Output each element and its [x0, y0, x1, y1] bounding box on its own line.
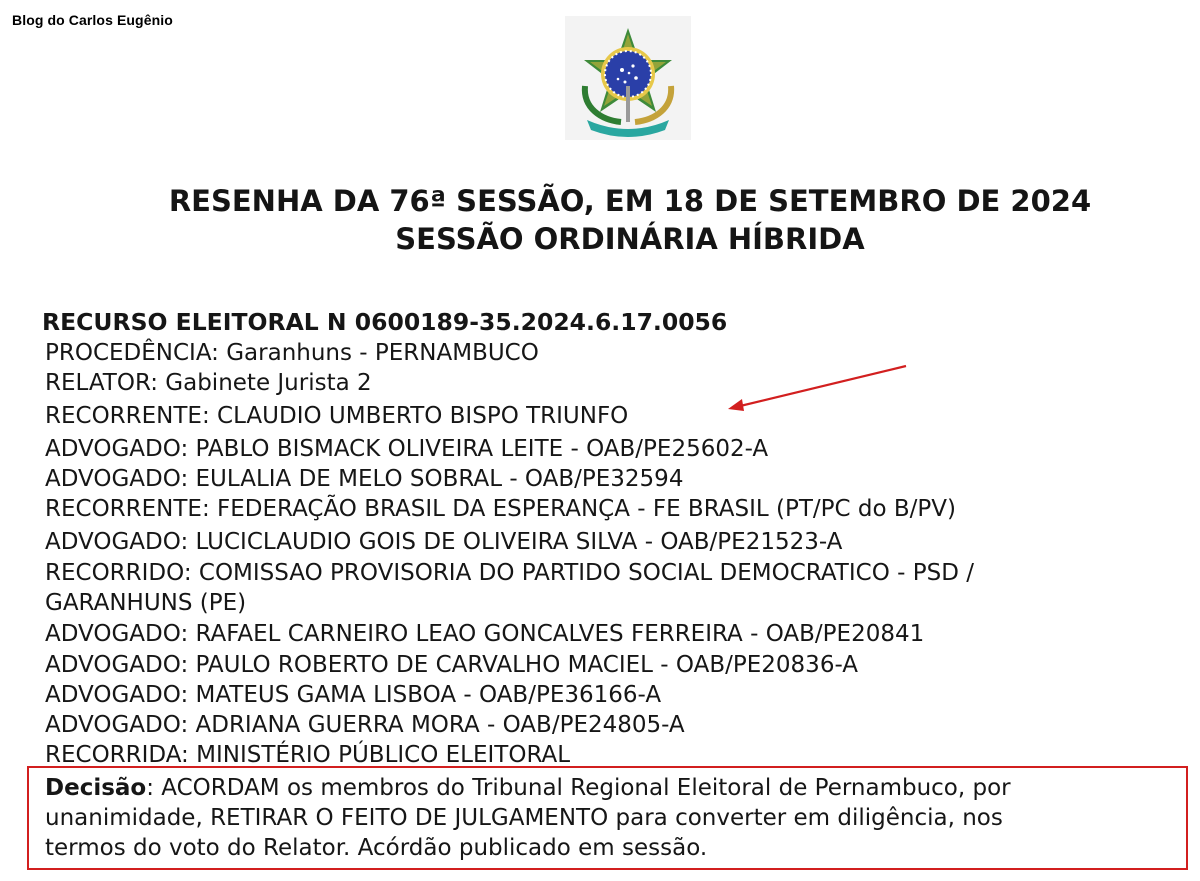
coat-of-arms-emblem — [565, 16, 691, 140]
session-subtitle: SESSÃO ORDINÁRIA HÍBRIDA — [395, 222, 865, 256]
case-line-advogado-2: ADVOGADO: EULALIA DE MELO SOBRAL - OAB/PE32594 — [45, 466, 684, 492]
case-line-recorrida: RECORRIDA: MINISTÉRIO PÚBLICO ELEITORAL — [45, 742, 571, 766]
red-arrow-annotation — [720, 360, 910, 415]
case-line-advogado-6: ADVOGADO: MATEUS GAMA LISBOA - OAB/PE36166-A — [45, 682, 662, 708]
case-number-heading: RECURSO ELEITORAL N 0600189-35.2024.6.17.0056 — [42, 308, 728, 336]
blog-watermark: Blog do Carlos Eugênio — [12, 12, 173, 28]
case-line-procedencia: PROCEDÊNCIA: Garanhuns - PERNAMBUCO — [45, 340, 539, 366]
case-line-advogado-5: ADVOGADO: PAULO ROBERTO DE CARVALHO MACIEL - OAB/PE20836-A — [45, 652, 858, 678]
case-line-recorrente-2: RECORRENTE: FEDERAÇÃO BRASIL DA ESPERANÇA - FE BRASIL (PT/PC do B/PV) — [45, 496, 956, 522]
case-line-advogado-7: ADVOGADO: ADRIANA GUERRA MORA - OAB/PE24805-A — [45, 712, 685, 738]
case-line-advogado-3: ADVOGADO: LUCICLAUDIO GOIS DE OLIVEIRA SILVA - OAB/PE21523-A — [45, 529, 843, 555]
session-title: RESENHA DA 76ª SESSÃO, EM 18 DE SETEMBRO DE 2024 — [168, 184, 1092, 218]
case-line-recorrente-1: RECORRENTE: CLAUDIO UMBERTO BISPO TRIUNFO — [45, 403, 629, 429]
decision-line-1 — [45, 773, 1011, 803]
case-line-advogado-1: ADVOGADO: PABLO BISMACK OLIVEIRA LEITE - OAB/PE25602-A — [45, 436, 769, 462]
case-line-recorrido-cont: GARANHUNS (PE) — [45, 590, 247, 616]
case-line-relator: RELATOR: Gabinete Jurista 2 — [45, 370, 372, 396]
decision-label: Decisão — [45, 775, 147, 801]
case-line-advogado-4: ADVOGADO: RAFAEL CARNEIRO LEAO GONCALVES FERREIRA - OAB/PE20841 — [45, 621, 925, 647]
decision-line-1-text: : ACORDAM os membros do Tribunal Regional Eleitoral de Pernambuco, por — [146, 775, 1011, 801]
case-line-recorrido: RECORRIDO: COMISSAO PROVISORIA DO PARTIDO SOCIAL DEMOCRATICO - PSD / — [45, 560, 974, 586]
decision-line-3: termos do voto do Relator. Acórdão publicado em sessão. — [45, 835, 708, 861]
brazil-coat-of-arms-icon — [565, 16, 691, 140]
decision-line-2: unanimidade, RETIRAR O FEITO DE JULGAMENTO para converter em diligência, nos — [45, 805, 1003, 831]
